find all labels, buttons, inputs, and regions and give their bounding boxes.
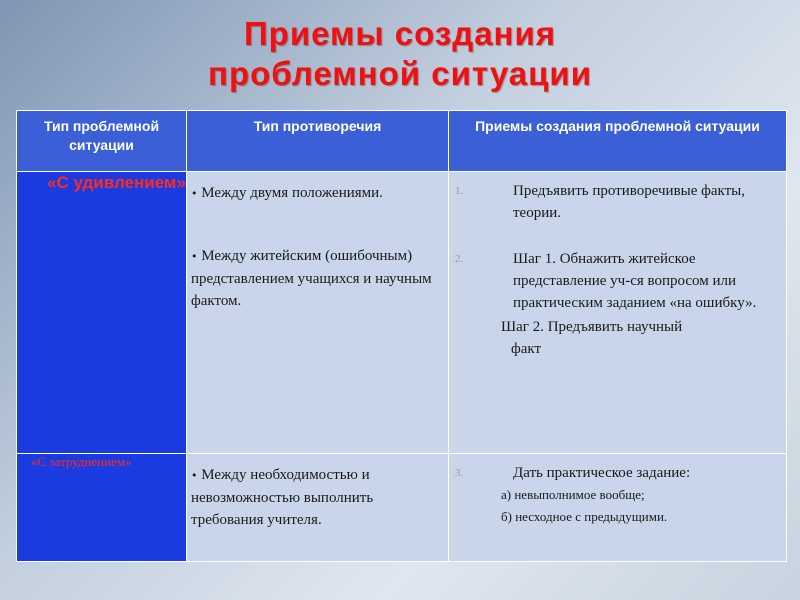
contradiction-text: Между двумя положениями. bbox=[201, 185, 383, 201]
contradiction-text: Между необходимостью и невозможностью выполнить требования учителя. bbox=[191, 467, 374, 528]
slide-title bbox=[0, 14, 800, 94]
header-contradiction-type: Тип противоречия bbox=[187, 111, 449, 172]
list-item bbox=[191, 182, 442, 205]
step-2-line-1: Шаг 2. Предъявить научный bbox=[501, 319, 683, 335]
table-header-row bbox=[17, 111, 787, 172]
situation-type-label: «С затруднением» bbox=[31, 454, 132, 469]
list-item bbox=[453, 248, 780, 314]
method-text: Предъявить противоречивые факты, теории. bbox=[513, 183, 746, 221]
list-number: 3. bbox=[455, 467, 464, 479]
bullet-icon: • bbox=[191, 250, 198, 263]
sub-item-b: б) несходное с предыдущими. bbox=[501, 509, 668, 524]
list-item bbox=[453, 180, 780, 224]
methods-cell-1 bbox=[449, 172, 787, 454]
list-item bbox=[191, 464, 442, 531]
contradiction-text: Между житейским (ошибочным) представлением учащихся и научным фактом. bbox=[191, 248, 432, 309]
method-text: Дать практическое задание: bbox=[513, 465, 691, 481]
header-methods: Приемы создания проблемной ситуации bbox=[449, 111, 787, 172]
list-item bbox=[453, 462, 780, 484]
contradictions-cell-2 bbox=[187, 454, 449, 562]
contradictions-cell-1 bbox=[187, 172, 449, 454]
bullet-icon: • bbox=[191, 469, 198, 482]
sub-item-a: а) невыполнимое вообще; bbox=[501, 487, 645, 502]
slide-title-line-1: Приемы создания bbox=[243, 15, 557, 52]
list-number: 1. bbox=[455, 185, 464, 197]
methods-cell-2 bbox=[449, 454, 787, 562]
step-2-line-2: факт bbox=[511, 341, 542, 357]
table-row-surprise bbox=[17, 172, 787, 454]
bullet-icon: • bbox=[191, 187, 198, 200]
header-situation-type: Тип проблемной ситуации bbox=[17, 111, 187, 172]
list-number: 2. bbox=[455, 253, 464, 265]
situation-type-difficulty bbox=[17, 454, 187, 562]
list-item bbox=[191, 245, 442, 312]
situation-type-surprise bbox=[17, 172, 187, 454]
situation-type-label: «С удивлением» bbox=[47, 173, 186, 192]
slide-title-line-2: проблемной ситуации bbox=[208, 55, 592, 92]
table-row-difficulty bbox=[17, 454, 787, 562]
problem-situation-table bbox=[16, 110, 787, 562]
method-text: Шаг 1. Обнажить житейское представление уч-ся вопросом или практическим заданием «на ошибку». bbox=[513, 251, 757, 311]
